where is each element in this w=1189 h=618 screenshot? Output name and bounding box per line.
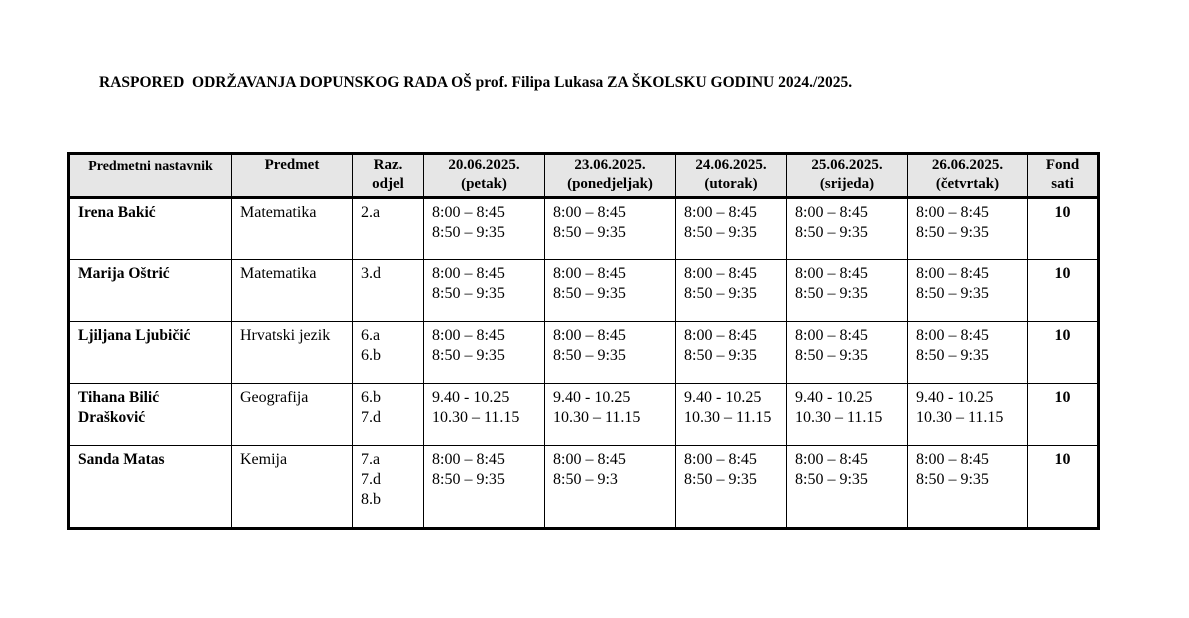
header-day-name: (srijeda) (819, 176, 875, 192)
time-cell (908, 260, 1028, 322)
class-label: 6.b (361, 389, 381, 406)
time-slot: 10.30 – 11.15 (553, 409, 641, 426)
table-body (69, 198, 1099, 529)
header-class-line: odjel (372, 176, 404, 192)
time-slot: 8:50 – 9:35 (432, 224, 505, 241)
time-slot: 8:00 – 8:45 (916, 327, 989, 344)
time-slot: 9.40 - 10.25 (684, 389, 762, 406)
time-slot: 8:00 – 8:45 (795, 451, 868, 468)
time-slot: 8:00 – 8:45 (553, 204, 626, 221)
subject-cell: Matematika (232, 198, 353, 260)
time-slot: 8:50 – 9:35 (795, 285, 868, 302)
table-row (69, 446, 1099, 529)
time-cell (545, 446, 676, 529)
time-slot: 8:00 – 8:45 (684, 265, 757, 282)
time-cell (787, 260, 908, 322)
subject-cell: Geografija (232, 384, 353, 446)
time-cell (676, 260, 787, 322)
time-slot: 8:50 – 9:3 (553, 471, 618, 488)
time-cell (787, 322, 908, 384)
time-cell (908, 446, 1028, 529)
table-row (69, 384, 1099, 446)
time-slot: 8:00 – 8:45 (432, 265, 505, 282)
time-slot: 8:00 – 8:45 (916, 204, 989, 221)
header-day-name: (četvrtak) (935, 176, 1000, 192)
teacher-cell (69, 384, 232, 446)
class-cell (353, 322, 424, 384)
time-cell (424, 446, 545, 529)
time-slot: 8:50 – 9:35 (684, 285, 757, 302)
time-cell (424, 384, 545, 446)
time-slot: 8:00 – 8:45 (432, 327, 505, 344)
time-slot: 8:50 – 9:35 (916, 347, 989, 364)
time-slot: 8:50 – 9:35 (916, 285, 989, 302)
teacher-name-line: Irena Bakić (78, 204, 156, 221)
time-cell (676, 322, 787, 384)
fond-cell: 10 (1028, 198, 1099, 260)
class-label: 6.b (361, 347, 381, 364)
time-cell (676, 446, 787, 529)
time-slot: 8:00 – 8:45 (553, 265, 626, 282)
teacher-name-line: Tihana Bilić (78, 389, 160, 406)
class-cell (353, 384, 424, 446)
time-cell (908, 322, 1028, 384)
time-cell (908, 198, 1028, 260)
time-cell (908, 384, 1028, 446)
subject-cell: Kemija (232, 446, 353, 529)
time-slot: 8:50 – 9:35 (553, 285, 626, 302)
teacher-name-line: Marija Oštrić (78, 265, 170, 282)
teacher-cell (69, 322, 232, 384)
header-day (908, 154, 1028, 198)
time-slot: 8:50 – 9:35 (795, 347, 868, 364)
header-teacher: Predmetni nastavnik (69, 154, 232, 198)
time-slot: 8:00 – 8:45 (795, 204, 868, 221)
header-day-date: 26.06.2025. (931, 157, 1004, 173)
time-cell (545, 322, 676, 384)
table-row (69, 198, 1099, 260)
header-day-date: 24.06.2025. (695, 157, 767, 173)
header-class-line: Raz. (373, 157, 403, 173)
time-slot: 8:00 – 8:45 (916, 451, 989, 468)
header-day (424, 154, 545, 198)
subject-cell: Matematika (232, 260, 353, 322)
time-slot: 8:50 – 9:35 (795, 471, 868, 488)
header-fond (1028, 154, 1099, 198)
header-day (545, 154, 676, 198)
time-slot: 8:00 – 8:45 (553, 451, 626, 468)
fond-cell: 10 (1028, 446, 1099, 529)
time-slot: 8:50 – 9:35 (432, 347, 505, 364)
header-fond-line: sati (1051, 176, 1074, 192)
subject-cell: Hrvatski jezik (232, 322, 353, 384)
class-label: 6.a (361, 327, 381, 344)
time-cell (676, 198, 787, 260)
header-row (69, 154, 1099, 198)
time-cell (545, 260, 676, 322)
time-slot: 10.30 – 11.15 (684, 409, 772, 426)
time-slot: 8:50 – 9:35 (553, 347, 626, 364)
class-label: 2.a (361, 204, 381, 221)
time-cell (545, 198, 676, 260)
time-slot: 9.40 - 10.25 (795, 389, 873, 406)
time-slot: 8:50 – 9:35 (916, 224, 989, 241)
time-slot: 9.40 - 10.25 (553, 389, 631, 406)
time-slot: 10.30 – 11.15 (432, 409, 520, 426)
time-slot: 8:00 – 8:45 (553, 327, 626, 344)
document-title: RASPORED ODRŽAVANJA DOPUNSKOG RADA OŠ prof. Filipa Lukasa ZA ŠKOLSKU GODINU 2024./2025. (99, 74, 853, 91)
time-slot: 8:00 – 8:45 (916, 265, 989, 282)
time-slot: 8:50 – 9:35 (795, 224, 868, 241)
time-slot: 8:50 – 9:35 (684, 224, 757, 241)
class-cell (353, 446, 424, 529)
time-cell (787, 384, 908, 446)
header-day-date: 20.06.2025. (448, 157, 520, 173)
fond-cell: 10 (1028, 322, 1099, 384)
header-day-name: (utorak) (704, 176, 758, 192)
header-day-name: (petak) (461, 176, 507, 192)
teacher-cell (69, 260, 232, 322)
header-subject: Predmet (232, 154, 353, 198)
class-cell (353, 198, 424, 260)
teacher-name-line: Sanda Matas (78, 451, 165, 468)
time-slot: 8:50 – 9:35 (684, 471, 757, 488)
time-slot: 10.30 – 11.15 (795, 409, 883, 426)
time-slot: 9.40 - 10.25 (432, 389, 510, 406)
time-slot: 9.40 - 10.25 (916, 389, 994, 406)
header-class (353, 154, 424, 198)
time-slot: 8:00 – 8:45 (684, 327, 757, 344)
time-cell (424, 260, 545, 322)
header-day (676, 154, 787, 198)
time-cell (545, 384, 676, 446)
schedule-table (67, 152, 1100, 530)
time-slot: 8:50 – 9:35 (916, 471, 989, 488)
time-slot: 8:00 – 8:45 (432, 451, 505, 468)
header-day-date: 23.06.2025. (574, 157, 646, 173)
fond-cell: 10 (1028, 260, 1099, 322)
teacher-cell (69, 198, 232, 260)
fond-cell: 10 (1028, 384, 1099, 446)
time-cell (424, 198, 545, 260)
time-slot: 8:50 – 9:35 (432, 471, 505, 488)
header-fond-line: Fond (1045, 157, 1080, 173)
time-slot: 8:00 – 8:45 (795, 265, 868, 282)
time-slot: 8:00 – 8:45 (684, 451, 757, 468)
class-label: 7.d (361, 471, 381, 488)
teacher-name-line: Drašković (78, 409, 146, 426)
header-day-date: 25.06.2025. (811, 157, 883, 173)
time-slot: 8:00 – 8:45 (684, 204, 757, 221)
teacher-name-line: Ljiljana Ljubičić (78, 327, 191, 344)
time-slot: 8:50 – 9:35 (684, 347, 757, 364)
time-slot: 8:50 – 9:35 (553, 224, 626, 241)
table-row (69, 260, 1099, 322)
time-cell (424, 322, 545, 384)
time-cell (787, 446, 908, 529)
time-slot: 8:00 – 8:45 (795, 327, 868, 344)
time-slot: 8:50 – 9:35 (432, 285, 505, 302)
class-label: 3.d (361, 265, 381, 282)
header-day (787, 154, 908, 198)
time-slot: 8:00 – 8:45 (432, 204, 505, 221)
class-label: 8.b (361, 491, 381, 508)
header-day-name: (ponedjeljak) (567, 176, 653, 192)
time-cell (676, 384, 787, 446)
class-label: 7.d (361, 409, 381, 426)
teacher-cell (69, 446, 232, 529)
table-row (69, 322, 1099, 384)
time-cell (787, 198, 908, 260)
time-slot: 10.30 – 11.15 (916, 409, 1004, 426)
class-cell (353, 260, 424, 322)
class-label: 7.a (361, 451, 381, 468)
table-header (69, 154, 1099, 198)
